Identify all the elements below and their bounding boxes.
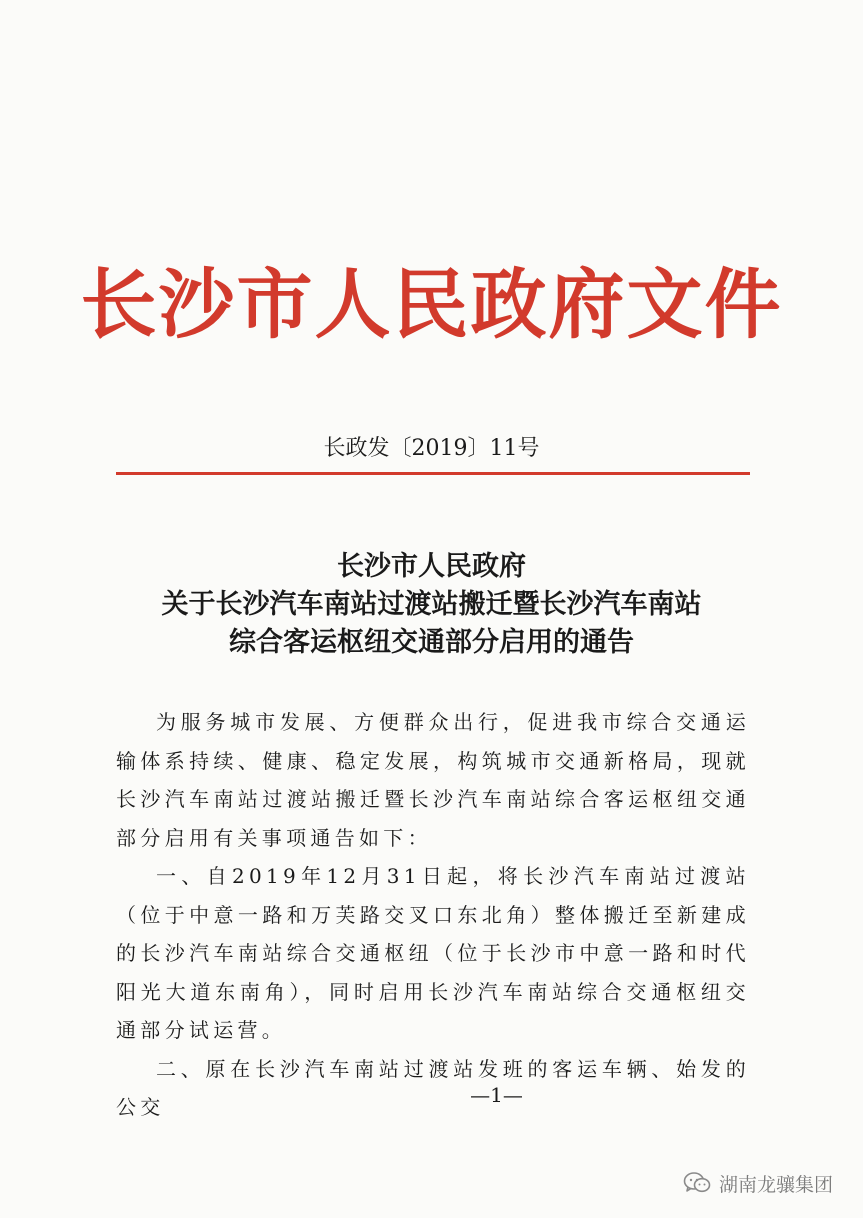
- notice-title: [0, 548, 863, 662]
- page-number: —1—: [470, 1083, 523, 1107]
- account-watermark: [683, 1168, 833, 1198]
- issuer-header-title: 长沙市人民政府文件: [80, 260, 783, 349]
- notice-body: [116, 703, 750, 1127]
- notice-title-line-2: 关于长沙汽车南站过渡站搬迁暨长沙汽车南站: [161, 589, 702, 620]
- notice-title-line-1: 长沙市人民政府: [337, 551, 526, 582]
- document-number: 长政发〔2019〕11号: [323, 436, 540, 461]
- wechat-icon: [683, 1171, 711, 1195]
- body-paragraph-item-1: 一、自2019年12月31日起，将长沙汽车南站过渡站（位于中意一路和万芙路交叉口东北角）整体搬迁至新建成的长沙汽车南站综合交通枢纽（位于长沙市中意一路和时代阳光大道东南角），同时启用长沙汽车南站综合交通枢纽交通部分试运营。: [116, 864, 750, 1042]
- watermark-text: 湖南龙骧集团: [718, 1173, 833, 1196]
- notice-title-line-3: 综合客运枢纽交通部分启用的通告: [229, 627, 634, 658]
- body-paragraph-item-2: 二、原在长沙汽车南站过渡站发班的客运车辆、始发的公交: [116, 1056, 750, 1119]
- red-separator-rule: [116, 472, 750, 475]
- body-paragraph-intro: 为服务城市发展、方便群众出行，促进我市综合交通运输体系持续、健康、稳定发展，构筑城市交通新格局，现就长沙汽车南站过渡站搬迁暨长沙汽车南站综合客运枢纽交通部分启用有关事项通告如下：: [116, 710, 750, 850]
